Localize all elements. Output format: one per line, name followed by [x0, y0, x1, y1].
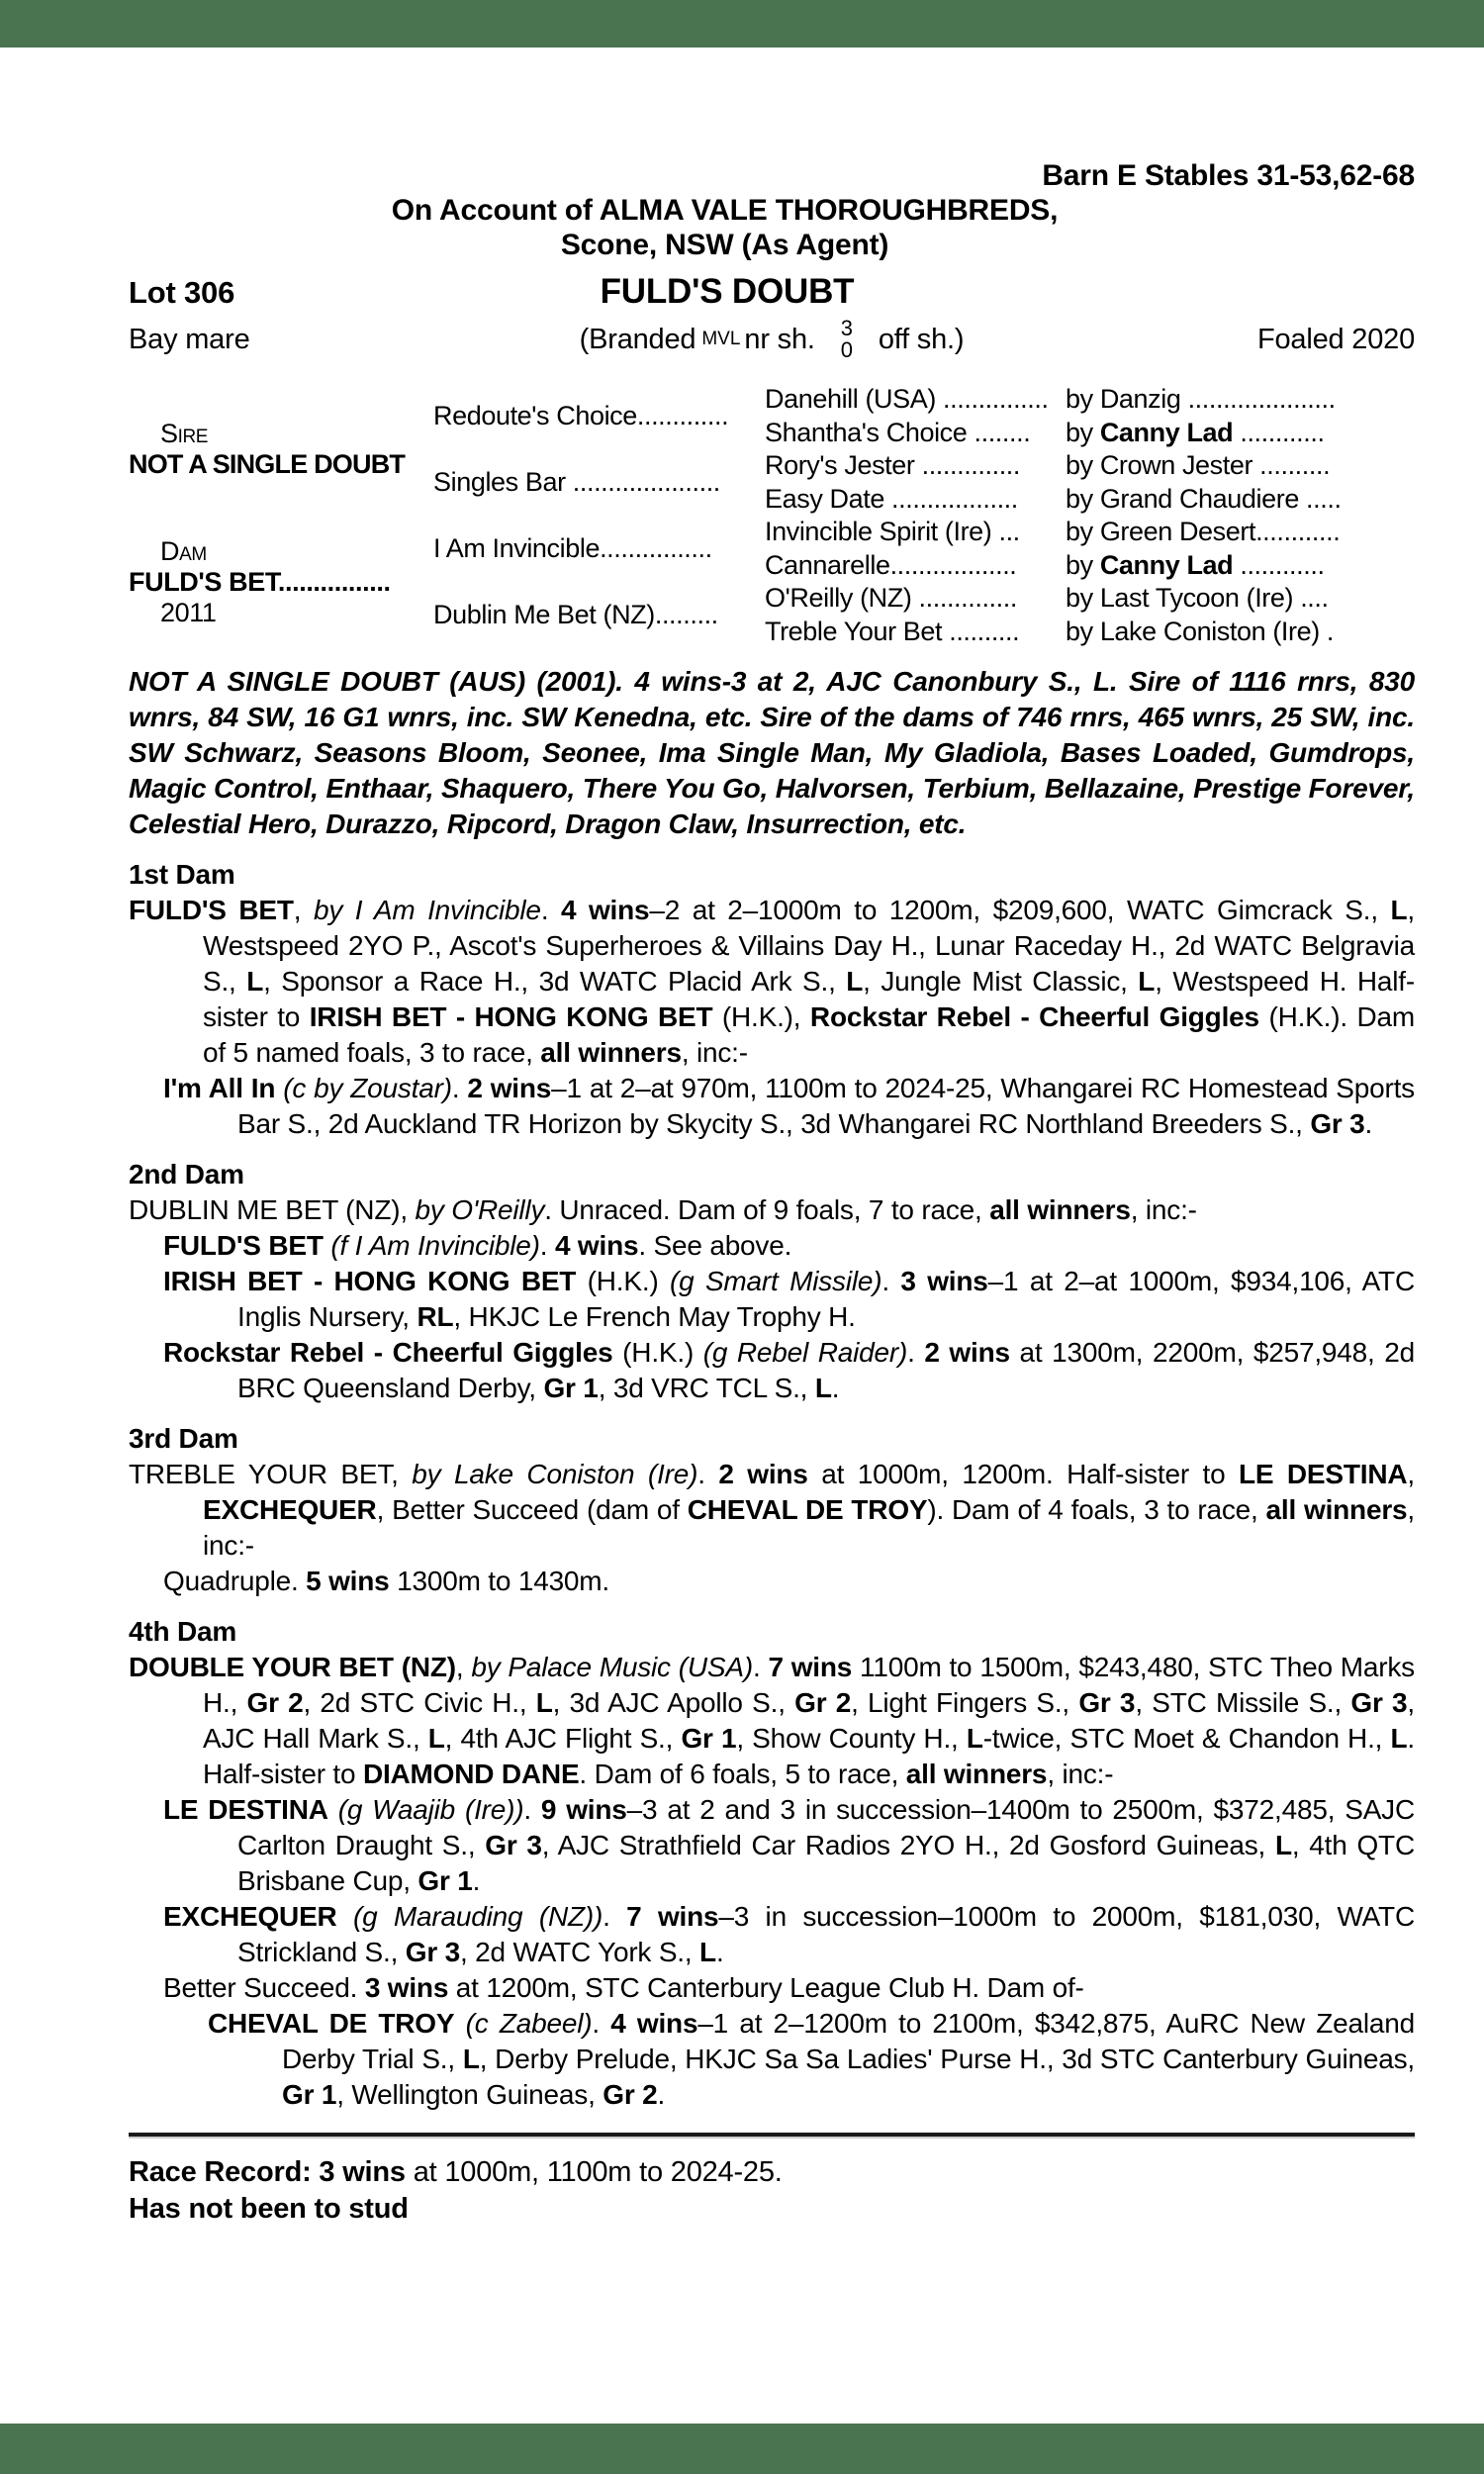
- horse-name-title: FULD'S DOUBT: [600, 272, 855, 311]
- sire-name: NOT A SINGLE DOUBT: [129, 449, 406, 479]
- pedigree-gen1-column: [129, 383, 433, 648]
- foaled-year: Foaled 2020: [1256, 323, 1415, 355]
- stud-note-line: Has not been to stud: [129, 2193, 409, 2225]
- description-row: [129, 318, 1415, 361]
- gen3-row: [765, 516, 1415, 549]
- gen3-name: Invincible Spirit (Ire) ...: [765, 517, 1020, 547]
- gen4-by: by Lake Coniston (Ire) .: [1066, 616, 1335, 646]
- dam-block: [129, 516, 433, 648]
- pedigree-table: [129, 383, 1415, 648]
- gen3-row: [765, 449, 1415, 483]
- dam-entry: DUBLIN ME BET (NZ), by O'Reilly. Unraced. Dam of 9 foals, 7 to race, all winners, inc:-: [129, 1194, 1197, 1225]
- dam-entry: TREBLE YOUR BET, by Lake Coniston (Ire). 2 wins at 1000m, 1200m. Half-sister to LE DESTINA, EXCHEQUER, Better Succeed (dam of CHEVAL DE TROY). Dam of 4 foals, 3 to race, all winners, inc:-: [129, 1459, 1416, 1561]
- progeny-entry: EXCHEQUER (g Marauding (NZ)). 7 wins–3 in succession–1000m to 2000m, $181,030, WATC Strickland S., Gr 3, 2d WATC York S., L.: [163, 1901, 1415, 1967]
- gen4-by: by Canny Lad ............: [1066, 549, 1325, 580]
- section-heading-3rd-dam: 3rd Dam: [129, 1423, 238, 1454]
- gen3-row: [765, 417, 1415, 450]
- progeny-entry: Rockstar Rebel - Cheerful Giggles (H.K.) (g Rebel Raider). 2 wins at 1300m, 2200m, $257,948, 2d BRC Queensland Derby, Gr 1, 3d VRC TCL S., L.: [163, 1337, 1416, 1403]
- barn-stables-line: Barn E Stables 31-53,62-68: [1042, 159, 1415, 192]
- gen2-dam-of-dam: Dublin Me Bet (NZ).........: [433, 600, 718, 629]
- top-green-band: [0, 0, 1484, 48]
- bottom-green-band: [0, 2424, 1484, 2474]
- dam-label: Dam: [160, 535, 207, 566]
- dam-name: FULD'S BET................: [129, 566, 391, 597]
- vendor-location-line: Scone, NSW (As Agent): [560, 229, 889, 261]
- progeny-entry: I'm All In (c by Zoustar). 2 wins–1 at 2–at 970m, 1100m to 2024-25, Whangarei RC Homestead Sports Bar S., 2d Auckland TR Horizon by Skycity S., 3d Whangarei RC Northland Breeders S., Gr 3.: [163, 1073, 1415, 1139]
- brand-prefix: (Branded: [579, 323, 696, 355]
- brand-mark-glyph: MVL: [701, 329, 741, 349]
- progeny-entry: IRISH BET - HONG KONG BET (H.K.) (g Smart Missile). 3 wins–1 at 2–at 1000m, $934,106, ATC Inglis Nursery, RL, HKJC Le French May Trophy H.: [163, 1266, 1415, 1332]
- progeny-entry: FULD'S BET (f I Am Invincible). 4 wins. See above.: [163, 1230, 792, 1261]
- colour-sex: Bay mare: [129, 323, 250, 355]
- gen3-name: Easy Date ..................: [765, 483, 1018, 514]
- vendor-account-line: On Account of ALMA VALE THOROUGHBREDS,: [391, 194, 1059, 227]
- gen2-sire-of-sire: Redoute's Choice.............: [433, 401, 729, 430]
- brand-number-top: 3: [840, 316, 853, 340]
- brand-number-bottom: 0: [840, 337, 853, 362]
- lot-number: Lot 306: [129, 275, 235, 310]
- gen4-by: by Canny Lad ............: [1066, 417, 1325, 447]
- gen3-row: [765, 582, 1415, 616]
- dam-entry: FULD'S BET, by I Am Invincible. 4 wins–2 at 2–1000m to 1200m, $209,600, WATC Gimcrack S., L, Westspeed 2YO P., Ascot's Superheroes & Villains Day H., Lunar Raceday H., 2d WATC Belgravia S., L, Sponsor a Race H., 3d WATC Placid Ark S., L, Jungle Mist Classic, L, Westspeed H. Half-sister to IRISH BET - HONG KONG BET (H.K.), Rockstar Rebel - Cheerful Giggles (H.K.). Dam of 5 named foals, 3 to race, all winners, inc:-: [129, 895, 1415, 1068]
- brand-off-shoulder: off sh.): [878, 323, 965, 355]
- gen2-dam-of-sire: Singles Bar .....................: [433, 467, 720, 497]
- dam-year: 2011: [160, 597, 217, 627]
- gen3-row: [765, 549, 1415, 583]
- lot-title-row: [129, 272, 1415, 312]
- section-heading-4th-dam: 4th Dam: [129, 1616, 237, 1647]
- pedigree-gen2-column: [433, 383, 765, 648]
- race-record-divider: [129, 2133, 1415, 2139]
- sire-block: [129, 383, 433, 516]
- gen3-name: Rory's Jester ..............: [765, 450, 1021, 481]
- sire-summary-paragraph: NOT A SINGLE DOUBT (AUS) (2001). 4 wins-3 at 2, AJC Canonbury S., L. Sire of 1116 rnrs, 830 wnrs, 84 SW, 16 G1 wnrs, inc. SW Kenedna, etc. Sire of the dams of 746 rnrs, 465 wnrs, 25 SW, inc. SW Schwarz, Seasons Bloom, Seonee, Ima Single Man, My Gladiola, Bases Loaded, Gumdrops, Magic Control, Enthaar, Shaquero, There You Go, Halvorsen, Terbium, Bellazaine, Prestige Forever, Celestial Hero, Durazzo, Ripcord, Dragon Claw, Insurrection, etc.: [129, 666, 1415, 839]
- brand-near-shoulder: nr sh.: [744, 323, 815, 355]
- brand-description: [580, 318, 965, 361]
- race-record-line: Race Record: 3 wins at 1000m, 1100m to 2024-25.: [129, 2156, 783, 2188]
- progeny-entry: LE DESTINA (g Waajib (Ire)). 9 wins–3 at 2 and 3 in succession–1400m to 2500m, $372,485, SAJC Carlton Draught S., Gr 3, AJC Strathfield Car Radios 2YO H., 2d Gosford Guineas, L, 4th QTC Brisbane Cup, Gr 1.: [163, 1794, 1415, 1896]
- gen4-by: by Green Desert............: [1066, 517, 1341, 547]
- gen3-name: Treble Your Bet ..........: [765, 616, 1020, 646]
- section-heading-1st-dam: 1st Dam: [129, 859, 235, 890]
- progeny-entry: Better Succeed. 3 wins at 1200m, STC Canterbury League Club H. Dam of-: [163, 1972, 1084, 2003]
- gen4-by: by Grand Chaudiere .....: [1066, 483, 1342, 514]
- section-heading-2nd-dam: 2nd Dam: [129, 1159, 244, 1189]
- gen4-by: by Last Tycoon (Ire) ....: [1066, 583, 1329, 614]
- gen4-by: by Crown Jester ..........: [1066, 450, 1331, 481]
- gen3-name: Cannarelle..................: [765, 549, 1017, 580]
- progeny-entry: Quadruple. 5 wins 1300m to 1430m.: [163, 1566, 610, 1596]
- gen3-name: Danehill (USA) ...............: [765, 384, 1049, 415]
- dam-entry: DOUBLE YOUR BET (NZ), by Palace Music (USA). 7 wins 1100m to 1500m, $243,480, STC Theo Marks H., Gr 2, 2d STC Civic H., L, 3d AJC Apollo S., Gr 2, Light Fingers S., Gr 3, STC Missile S., Gr 3, AJC Hall Mark S., L, 4th AJC Flight S., Gr 1, Show County H., L-twice, STC Moet & Chandon H., L. Half-sister to DIAMOND DANE. Dam of 6 foals, 5 to race, all winners, inc:-: [129, 1652, 1415, 1789]
- gen3-row: [765, 483, 1415, 517]
- gen3-name: Shantha's Choice ........: [765, 417, 1031, 447]
- sire-label: Sire: [160, 419, 209, 448]
- catalog-page-content: [129, 48, 1415, 2228]
- brand-number-stack: [841, 318, 853, 361]
- gen3-name: O'Reilly (NZ) ..............: [765, 583, 1017, 614]
- grandprogeny-entry: CHEVAL DE TROY (c Zabeel). 4 wins–1 at 2–1200m to 2100m, $342,875, AuRC New Zealand Derby Trial S., L, Derby Prelude, HKJC Sa Sa Ladies' Purse H., 3d STC Canterbury Guineas, Gr 1, Wellington Guineas, Gr 2.: [208, 2008, 1415, 2110]
- gen4-by: by Danzig .....................: [1066, 384, 1336, 415]
- gen3-row: [765, 616, 1415, 649]
- gen3-row: [765, 383, 1415, 417]
- gen2-sire-of-dam: I Am Invincible................: [433, 533, 712, 563]
- pedigree-gen3-column: [765, 383, 1415, 648]
